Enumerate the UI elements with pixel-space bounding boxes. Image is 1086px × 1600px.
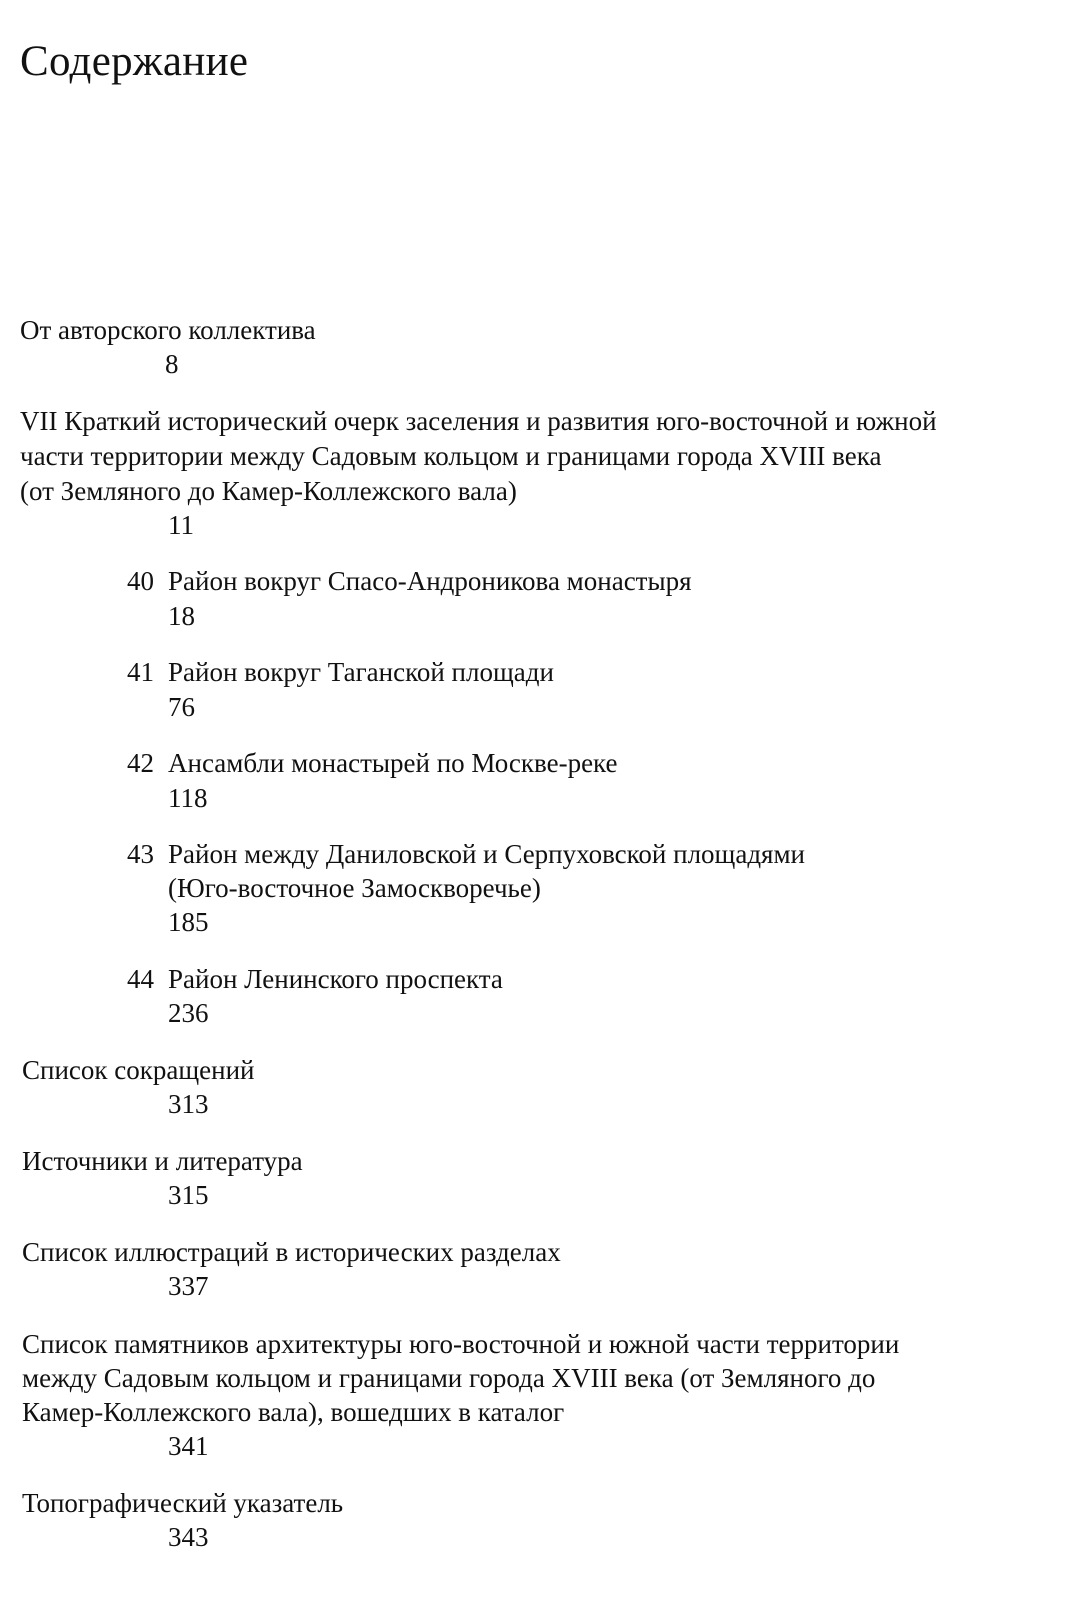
page-number-foreword[interactable]: 8 bbox=[165, 349, 179, 379]
toc-entry-chapter-40[interactable]: Район вокруг Спасо-Андроникова монастыря bbox=[168, 566, 692, 596]
page-number-chapter-40[interactable]: 18 bbox=[168, 601, 195, 631]
toc-entry-illustrations[interactable]: Список иллюстраций в исторических разделах bbox=[22, 1237, 561, 1267]
chapter-number-42: 42 bbox=[127, 748, 154, 778]
toc-entry-section-7-line-1[interactable]: VII Краткий исторический очерк заселения и развития юго-восточной и южной bbox=[20, 406, 937, 436]
toc-entry-sources[interactable]: Источники и литература bbox=[22, 1146, 303, 1176]
chapter-number-44: 44 bbox=[127, 964, 154, 994]
page-number-sources[interactable]: 315 bbox=[168, 1180, 209, 1210]
toc-entry-chapter-41[interactable]: Район вокруг Таганской площади bbox=[168, 657, 554, 687]
page-title: Содержание bbox=[20, 38, 249, 85]
page-number-monuments[interactable]: 341 bbox=[168, 1431, 209, 1461]
toc-entry-chapter-44[interactable]: Район Ленинского проспекта bbox=[168, 964, 503, 994]
page-number-abbreviations[interactable]: 313 bbox=[168, 1089, 209, 1119]
toc-entry-monuments-line-3[interactable]: Камер-Коллежского вала), вошедших в каталог bbox=[22, 1397, 565, 1427]
toc-entry-section-7-line-3[interactable]: (от Земляного до Камер-Коллежского вала) bbox=[20, 476, 517, 506]
toc-entry-chapter-43-line-2[interactable]: (Юго-восточное Замоскворечье) bbox=[168, 873, 541, 903]
page-number-chapter-41[interactable]: 76 bbox=[168, 692, 195, 722]
page-number-chapter-44[interactable]: 236 bbox=[168, 998, 209, 1028]
toc-entry-chapter-42[interactable]: Ансамбли монастырей по Москве-реке bbox=[168, 748, 618, 778]
chapter-number-43: 43 bbox=[127, 839, 154, 869]
page-number-chapter-42[interactable]: 118 bbox=[168, 783, 208, 813]
chapter-number-41: 41 bbox=[127, 657, 154, 687]
page-number-section-7[interactable]: 11 bbox=[168, 510, 194, 540]
toc-entry-monuments-line-2[interactable]: между Садовым кольцом и границами города XVIII века (от Земляного до bbox=[22, 1363, 876, 1393]
toc-entry-monuments-line-1[interactable]: Список памятников архитектуры юго-восточной и южной части территории bbox=[22, 1329, 900, 1359]
page-number-chapter-43[interactable]: 185 bbox=[168, 907, 209, 937]
chapter-number-40: 40 bbox=[127, 566, 154, 596]
toc-entry-topographic-index[interactable]: Топографический указатель bbox=[22, 1488, 344, 1518]
page-number-topographic-index[interactable]: 343 bbox=[168, 1522, 209, 1552]
toc-entry-foreword[interactable]: От авторского коллектива bbox=[20, 315, 316, 345]
toc-entry-chapter-43-line-1[interactable]: Район между Даниловской и Серпуховской площадями bbox=[168, 839, 806, 869]
page-number-illustrations[interactable]: 337 bbox=[168, 1271, 209, 1301]
toc-entry-section-7-line-2[interactable]: части территории между Садовым кольцом и границами города XVIII века bbox=[20, 441, 882, 471]
toc-entry-abbreviations[interactable]: Список сокращений bbox=[22, 1055, 255, 1085]
